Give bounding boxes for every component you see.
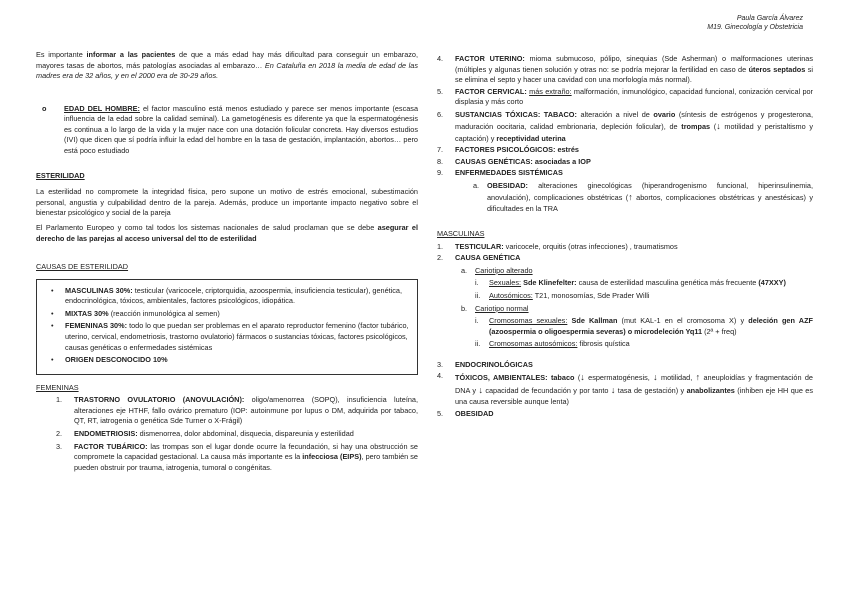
esterilidad-heading: ESTERILIDAD bbox=[36, 170, 85, 180]
obesidad-item: 5. OBESIDAD bbox=[437, 409, 494, 419]
arrow-up-icon: ↑ bbox=[695, 372, 701, 383]
testicular-item: 1. TESTICULAR: varicocele, orquitis (otras infecciones) , traumatismos bbox=[437, 241, 678, 251]
causa-item: • ORIGEN DESCONOCIDO 10% bbox=[51, 355, 168, 365]
femenina-item: 2. ENDOMETRIOSIS: dismenorrea, dolor abdominal, disquecia, dispareunia y esterilidad bbox=[56, 429, 354, 439]
sexuales-item: i. Sexuales: Sde Klinefelter: causa de esterilidad masculina genética más frecuente (47XXY) bbox=[475, 278, 786, 288]
causa-item: • FEMENINAS 30%: todo lo que puedan ser problemas en el aparato reproductor femenino (factor tubárico, uterino, cervical, endometriosis, trastorno ovulatorio) fármacos o sustancias tóxicas, factores psicológicos, causas genéticas o enfermedades sistémicas bbox=[51, 321, 409, 352]
esterilidad-paragraph-1: La esterilidad no compromete la integridad física, pero supone un motivo de estrés emocional, subestimación personal, angustia y culpabilidad dentro de la pareja. Además, produce un importante impacto negativo sobre el bienestar psicológico y social de la pareja bbox=[36, 187, 418, 218]
edad-hombre-item: o EDAD DEL HOMBRE: el factor masculino está menos estudiado y parece ser menos importante (escasa influencia de la edad sobre la calidad seminal). La gametogénesis es diferente ya que la espermatogénesis es continua a lo largo de la vida y la mujer nace con una dotación folicular concreta. Hay diversos estudios (IVI) que dicen que sí podría influir la edad del hombre en la tasa de gestación, implantación, abortos… pero está poco estudiado bbox=[42, 103, 418, 156]
factor-cervical-item: 5. FACTOR CERVICAL: más extraño: malformación, inmunológico, capacidad funcional, conización cervical por displasia y más corto bbox=[437, 86, 813, 107]
course-name: M19. Ginecología y Obstetricia bbox=[707, 24, 803, 32]
esterilidad-paragraph-2: El Parlamento Europeo y como tal todos los sistemas nacionales de salud proclaman que se debe asegurar el derecho de las parejas al acceso universal del tto de esterilidad bbox=[36, 222, 418, 243]
arrow-down-icon: ↓ bbox=[610, 385, 616, 396]
femenina-item: 3. FACTOR TUBÁRICO: las trompas son el lugar donde ocurre la fecundación, si hay una obstrucción se compromete la capacidad gestacional. La causa más importante es la infecciosa (EIPS), pero también se pueden obstruir por trauma, iatrogenia, tumoral o congénitas. bbox=[56, 441, 418, 472]
cromosomas-autosomicos-item: ii. Cromosomas autosómicos: fibrosis quística bbox=[475, 339, 630, 349]
right-column bbox=[437, 54, 813, 421]
toxicos-ambientales-item: 4. TÓXICOS, AMBIENTALES: tabaco (↓ espermatogénesis, ↓ motilidad, ↑ aneuploidías y fragmentación de DNA y ↓ capacidad de fecundación y por tanto ↓ tasa de gestación) y anabolizantes (inhiben eje HH que es una causa reversible aunque lenta) bbox=[437, 371, 813, 407]
sustancias-toxicas-item: 6. SUSTANCIAS TÓXICAS: TABACO: alteración a nivel de ovario (síntesis de estrógenos y progesterona, maduración oocitaria, calidad embrionaria, depleción folicular), de trompas (↓ motilidad y peristaltismo y captación) y receptividad uterina bbox=[437, 109, 813, 143]
autosomicos-item: ii. Autosómicos: T21, monosomías, Sde Prader Willi bbox=[475, 290, 650, 300]
intro-paragraph: Es importante informar a las pacientes de que a más edad hay más dificultad para conseguir un embarazo, mayores tasas de abortos, más patologías asociadas al embarazo… En Cataluña en 2018 la media de edad de las madres era de 32 años, y en el 2000 era de 30-29 años. bbox=[36, 50, 419, 81]
cariotipo-normal-item: b. Cariotipo normal bbox=[461, 303, 529, 313]
causa-item: • MIXTAS 30% (reacción inmunológica al semen) bbox=[51, 308, 220, 318]
causas-geneticas-item: 8. CAUSAS GENÉTICAS: asociadas a IOP bbox=[437, 156, 591, 166]
femeninas-heading: FEMENINAS bbox=[36, 382, 79, 392]
factor-uterino-item: 4. FACTOR UTERINO: mioma submucoso, pólipo, sinequias (Sde Asherman) o malformaciones uterinas (múltiples y algunas tienen solución y otras no: se podría mejorar la fertilidad en caso de úteros septados si se elimina el septo y hacer una cavidad con una morfología más normal). bbox=[437, 54, 813, 85]
cromosomas-sexuales-item: i. Cromosomas sexuales: Sde Kallman (mut KAL-1 en el cromosoma X) y deleción gen AZF (azoospermia o oligoespermia severas) o microdeleción Yq11 (2ª + freq) bbox=[475, 316, 813, 336]
femenina-item: 1. TRASTORNO OVULATORIO (ANOVULACIÓN): oligo/amenorrea (SOPQ), insuficiencia luteína, alteraciones eje HTHF, fallo ovárico prematuro (IOP: autoinmune por lupus o DM, adquirida por tabaco, QT, RT, iatrogenia o genética Sde Turner o X-Frágil) bbox=[56, 395, 418, 426]
endocrinologicas-item: 3. ENDOCRINOLÓGICAS bbox=[437, 359, 533, 369]
causa-item: • MASCULINAS 30%: testicular (varicocele, criptorquidia, azoospermia, insuficiencia testicular), genética, endocrinológica, tóxicos, ambientales, factores psicológicos, idiopática. bbox=[51, 285, 403, 306]
arrow-down-icon: ↓ bbox=[478, 385, 483, 396]
bullet-marker: o bbox=[42, 103, 47, 113]
masculinas-heading: MASCULINAS bbox=[437, 229, 485, 239]
author-name: Paula García Álvarez bbox=[736, 15, 803, 22]
factores-psicologicos-item: 7. FACTORES PSICOLÓGICOS: estrés bbox=[437, 145, 579, 155]
arrow-down-icon: ↓ bbox=[580, 372, 585, 383]
obesidad-subitem: a. OBESIDAD: alteraciones ginecológicas (hiperandrogenismo funcional, hiperinsulinemia, anovulación), complicaciones obstétricas (↑ abortos, complicaciones obstétricas y anestésicas) y dificultades en la TRA bbox=[473, 180, 813, 214]
page-header bbox=[707, 14, 803, 32]
arrow-up-icon: ↑ bbox=[628, 192, 633, 203]
causas-heading: CAUSAS DE ESTERILIDAD bbox=[36, 262, 129, 272]
left-column bbox=[36, 50, 418, 475]
edad-hombre-label: EDAD DEL HOMBRE: bbox=[64, 103, 140, 113]
cariotipo-alterado-item: a. Cariotipo alterado bbox=[461, 265, 533, 275]
causa-genetica-item: 2. CAUSA GENÉTICA bbox=[437, 253, 521, 263]
causas-box bbox=[36, 279, 418, 375]
enfermedades-sistemicas-item: 9. ENFERMEDADES SISTÉMICAS bbox=[437, 168, 563, 178]
arrow-down-icon: ↓ bbox=[653, 372, 658, 383]
arrow-down-icon: ↓ bbox=[716, 121, 721, 132]
